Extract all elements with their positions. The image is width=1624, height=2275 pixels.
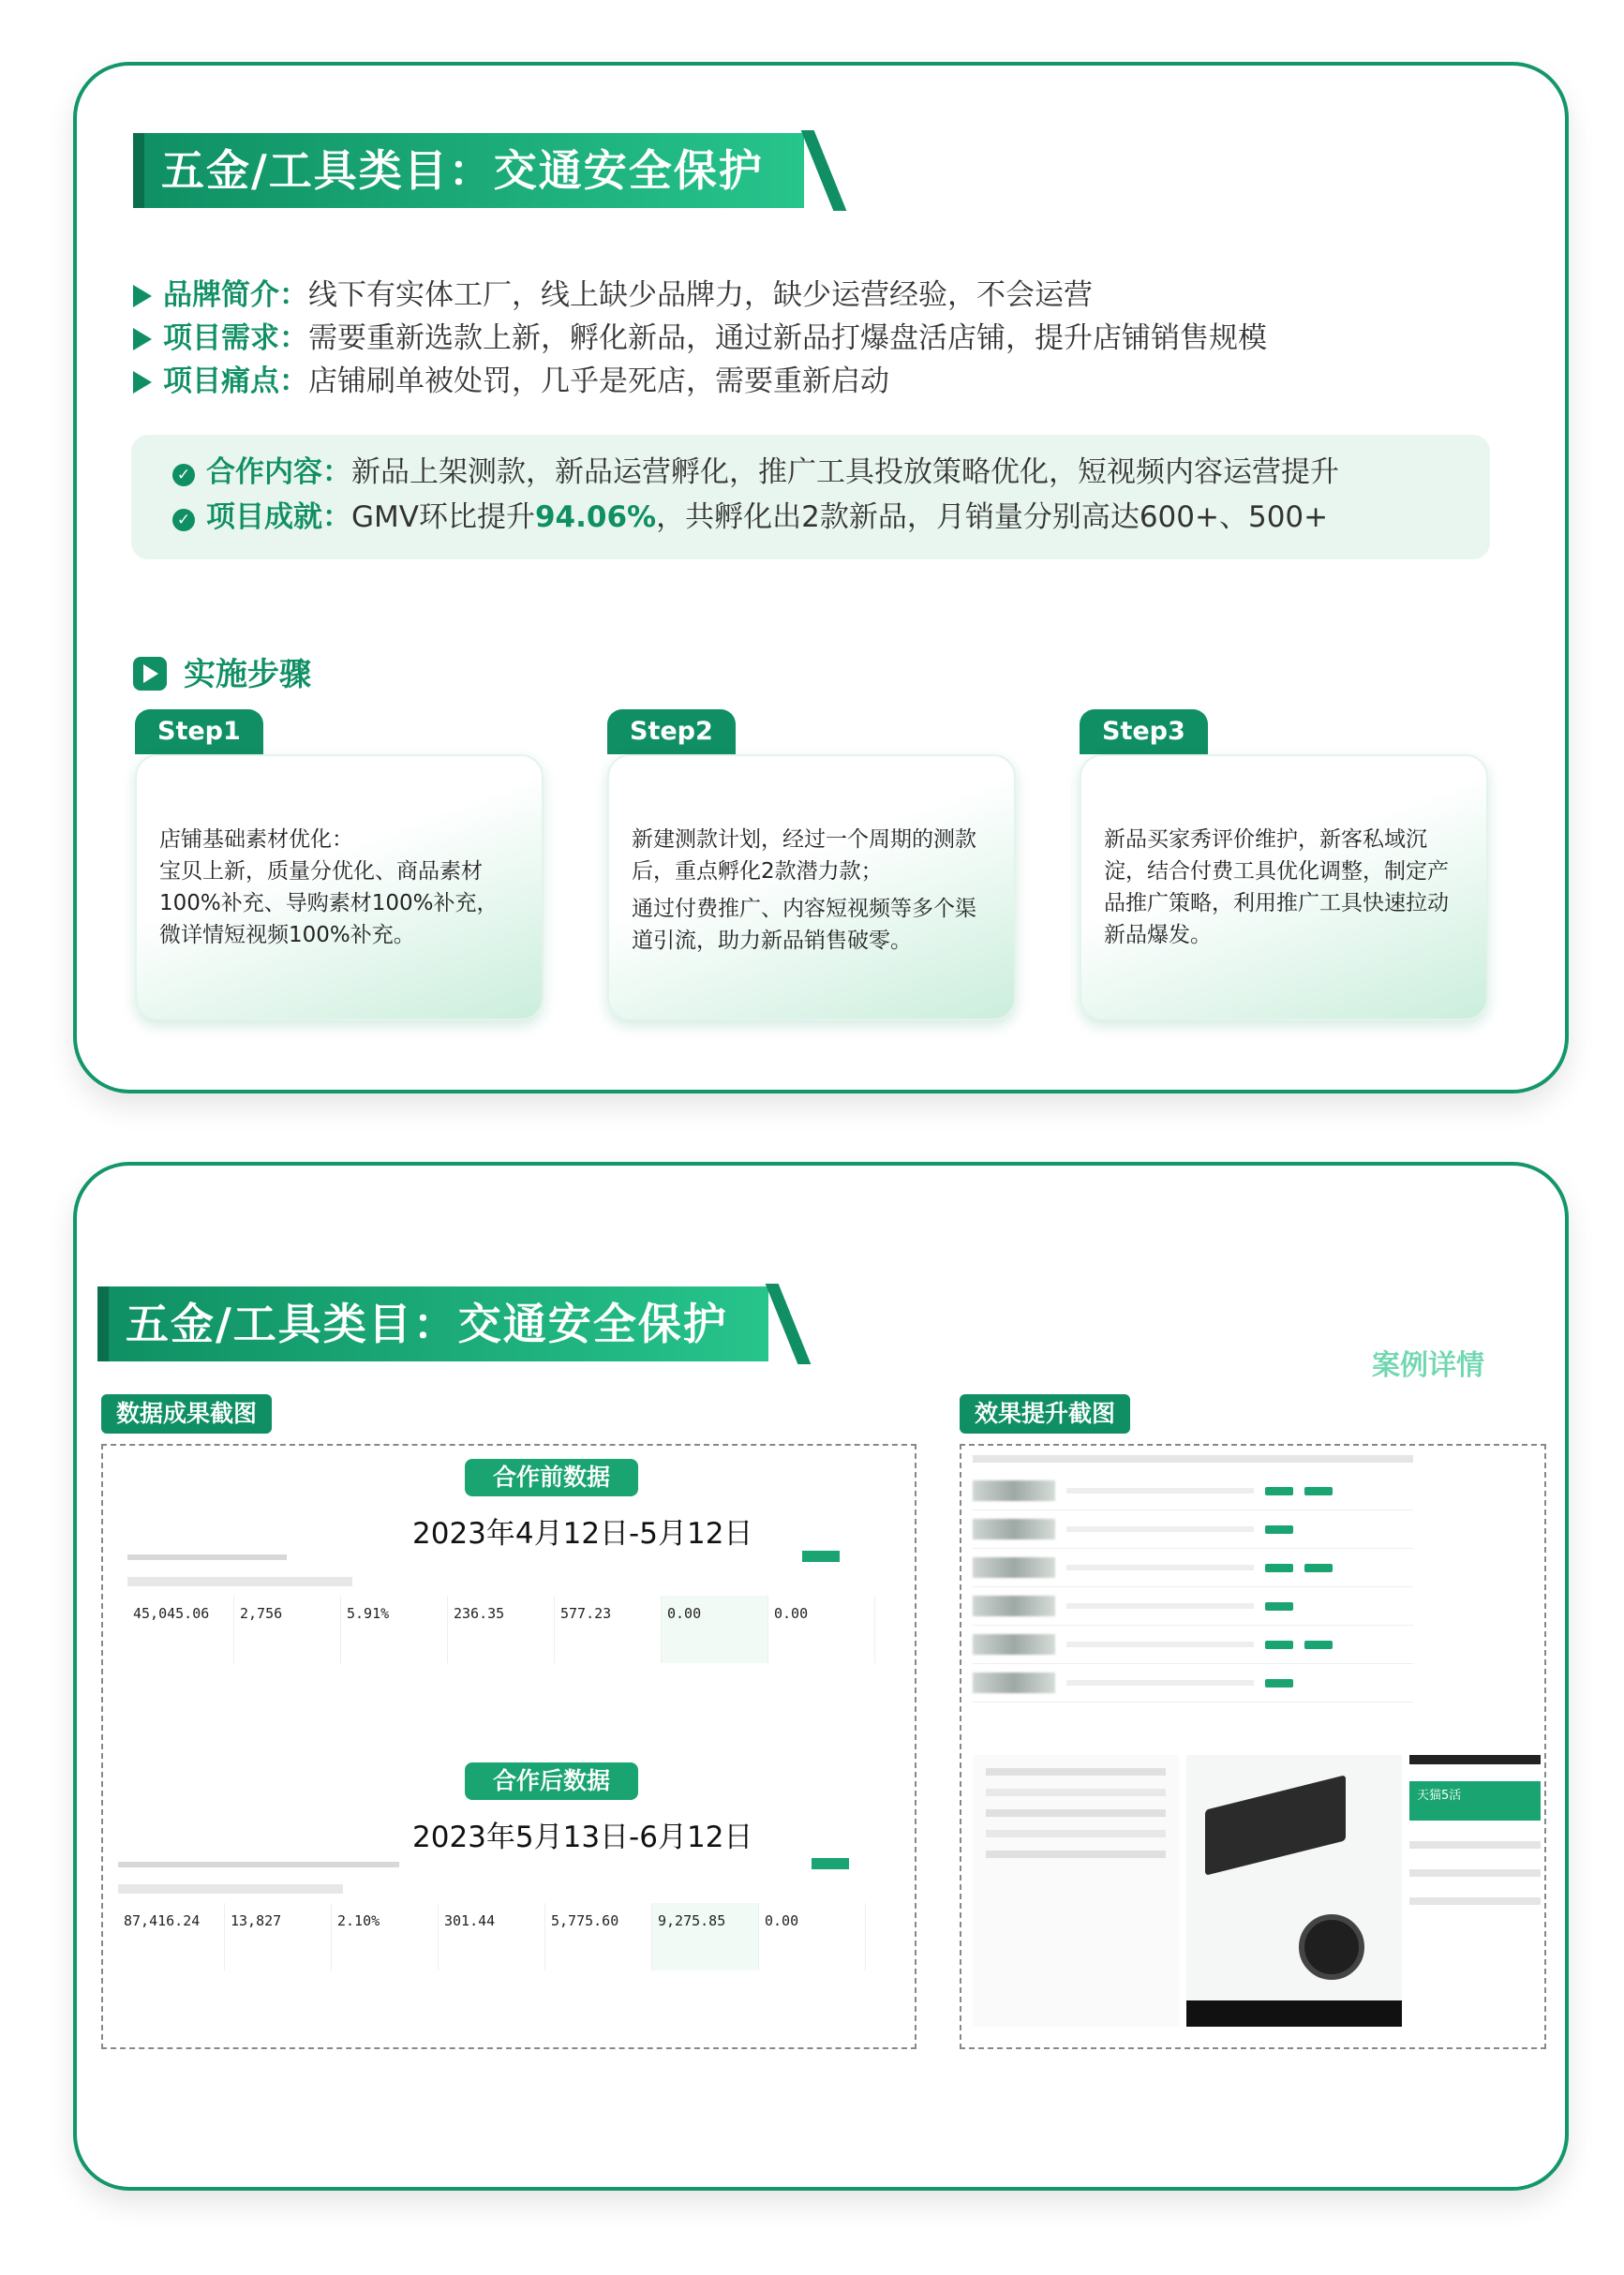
step1-line: 店铺基础素材优化： (159, 827, 353, 852)
shop-label: 天猫5活 (1409, 1781, 1541, 1821)
step1-text (159, 824, 519, 951)
coop-label: 合作内容： (206, 455, 351, 489)
metric-cell (662, 1596, 768, 1663)
metric-cell (332, 1903, 439, 1970)
metric-value: 87,416.24 (124, 1912, 201, 1929)
metric-cell (118, 1903, 225, 1970)
step1-box (135, 754, 544, 1020)
data-result-tag: 数据成果截图 (101, 1394, 272, 1434)
metric-cell (127, 1596, 234, 1663)
dashboard-toolbar (118, 1858, 905, 1879)
metric-cell (341, 1596, 448, 1663)
product-list-screenshot (973, 1455, 1413, 1736)
step2-box (607, 754, 1016, 1020)
metric-cell (768, 1596, 875, 1663)
coop-content-row (172, 452, 1339, 493)
metric-value: 2.10% (337, 1912, 380, 1929)
after-date: 2023年5月13日-6月12日 (412, 1821, 753, 1854)
after-metric-row (118, 1903, 866, 1970)
metric-value: 0.00 (774, 1605, 809, 1622)
metric-value: 2,756 (240, 1605, 283, 1622)
title-slash-decoration (766, 1284, 812, 1364)
metric-value: 5,775.60 (551, 1912, 619, 1929)
project-need-row (133, 318, 1267, 359)
case-card-overview (73, 62, 1569, 1093)
metric-cell (652, 1903, 759, 1970)
metric-cell (439, 1903, 545, 1970)
step3-tab: Step3 (1080, 709, 1208, 754)
steps-heading (133, 648, 311, 694)
metric-value: 236.35 (454, 1605, 505, 1622)
metric-value: 9,275.85 (658, 1912, 726, 1929)
before-tag: 合作前数据 (465, 1459, 638, 1496)
triangle-bullet-icon (133, 328, 152, 350)
project-result-row (172, 497, 1328, 538)
step2-tab: Step2 (607, 709, 736, 754)
result-text-b: ，共孵化出2款新品，月销量分别高达600+、500+ (656, 500, 1329, 534)
case-detail-link[interactable]: 案例详情 (1372, 1349, 1484, 1382)
effect-screenshot-panel (960, 1444, 1546, 2049)
data-screenshot-panel (101, 1444, 916, 2049)
check-circle-icon: ✓ (172, 509, 195, 531)
before-dashboard (127, 1551, 896, 1673)
metric-value: 0.00 (667, 1605, 702, 1622)
metric-value: 577.23 (560, 1605, 612, 1622)
step1-line: 宝贝上新，质量分优化、商品素材100%补充、导购素材100%补充，微详情短视频100%补充。 (159, 859, 499, 947)
tire-icon (1299, 1914, 1364, 1980)
steps-title: 实施步骤 (184, 656, 311, 693)
effect-tag: 效果提升截图 (960, 1394, 1130, 1434)
shop-info-screenshot (1409, 1755, 1541, 2027)
step3-line: 新品买家秀评价维护，新客私域沉淀，结合付费工具优化调整，制定产品推广策略，利用推广工具快速拉动新品爆发。 (1104, 827, 1449, 947)
dashboard-toolbar (127, 1551, 896, 1571)
metric-cell (448, 1596, 555, 1663)
metric-cell (234, 1596, 341, 1663)
play-icon (133, 657, 167, 691)
metric-value: 301.44 (444, 1912, 496, 1929)
step1-tab: Step1 (135, 709, 263, 754)
step2-text (632, 824, 991, 957)
step3-box (1080, 754, 1488, 1020)
step3-text (1104, 824, 1464, 951)
brand-text: 线下有实体工厂，线上缺少品牌力，缺少运营经验，不会运营 (308, 278, 1093, 312)
promo-bar (1186, 2000, 1402, 2027)
cooperation-summary-box (131, 435, 1490, 559)
metric-value: 45,045.06 (133, 1605, 210, 1622)
metric-cell (555, 1596, 662, 1663)
result-text-a: GMV环比提升 (351, 500, 535, 534)
metric-value: 5.91% (347, 1605, 390, 1622)
ramp-product-shape (1205, 1775, 1346, 1875)
gmv-percent: 94.06% (534, 500, 657, 534)
pain-label: 项目痛点： (163, 364, 308, 398)
check-circle-icon: ✓ (172, 464, 195, 486)
after-dashboard (118, 1858, 905, 1989)
brand-label: 品牌简介： (163, 278, 308, 312)
card2-title: 五金/工具类目：交通安全保护 (97, 1286, 768, 1361)
step2-line: 新建测款计划，经过一个周期的测款后，重点孵化2款潜力款； (632, 827, 976, 884)
result-label: 项目成就： (206, 500, 351, 534)
product-image-screenshot (1186, 1755, 1402, 2027)
step2-line: 通过付费推广、内容短视频等多个渠道引流，助力新品销售破零。 (632, 897, 976, 953)
metric-cell (759, 1903, 866, 1970)
after-tag: 合作后数据 (465, 1762, 638, 1800)
triangle-bullet-icon (133, 285, 152, 307)
metric-cell (225, 1903, 332, 1970)
case-card-results (73, 1162, 1569, 2191)
need-text: 需要重新选款上新，孵化新品，通过新品打爆盘活店铺，提升店铺销售规模 (308, 321, 1267, 355)
card1-title: 五金/工具类目：交通安全保护 (133, 133, 804, 208)
project-pain-row (133, 361, 889, 402)
before-metric-row (127, 1596, 875, 1663)
data-tree-screenshot (973, 1755, 1179, 2027)
metric-value: 0.00 (765, 1912, 799, 1929)
need-label: 项目需求： (163, 321, 308, 355)
metric-value: 13,827 (231, 1912, 282, 1929)
brand-intro-row (133, 275, 1093, 316)
before-date: 2023年4月12日-5月12日 (412, 1517, 753, 1551)
triangle-bullet-icon (133, 371, 152, 394)
pain-text: 店铺刷单被处罚，几乎是死店，需要重新启动 (308, 364, 889, 398)
metric-cell (545, 1903, 652, 1970)
title-slash-decoration (801, 130, 847, 211)
coop-text: 新品上架测款，新品运营孵化，推广工具投放策略优化，短视频内容运营提升 (351, 455, 1339, 489)
